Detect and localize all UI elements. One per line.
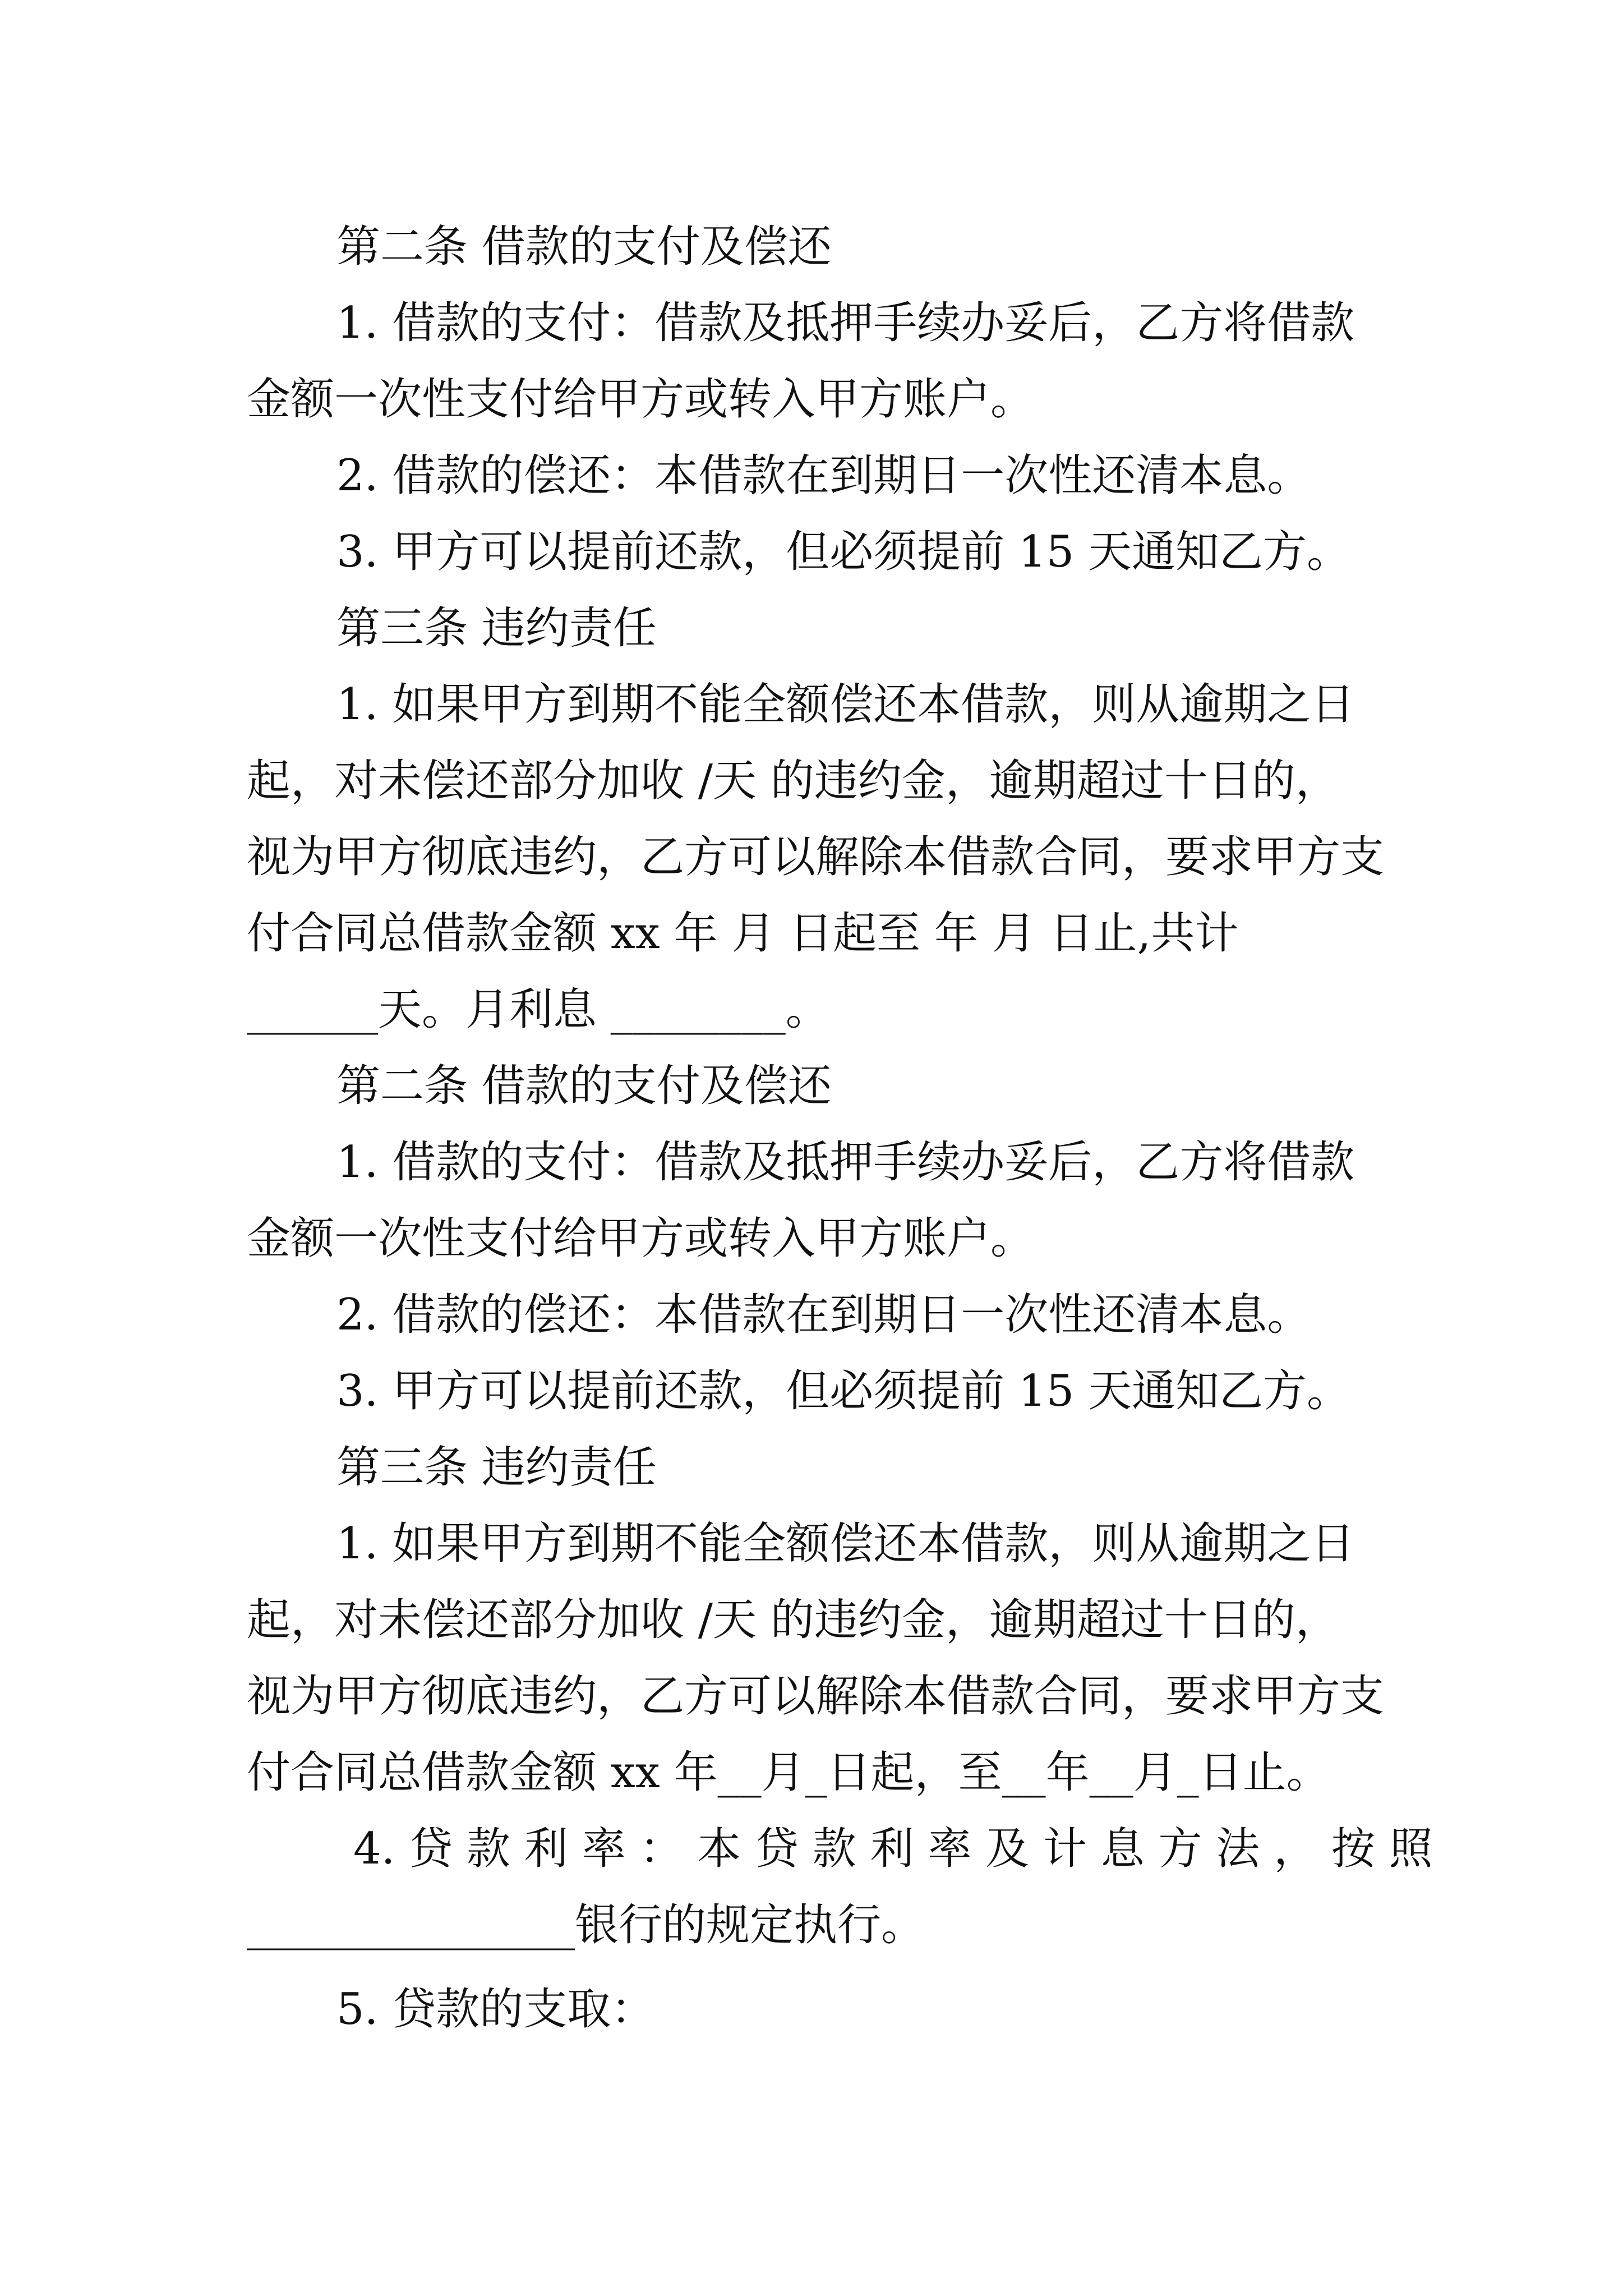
article-3-clause-1: 1. 如果甲方到期不能全额偿还本借款，则从逾期之日: [336, 679, 1355, 730]
loan-withdrawal-clause: 5. 贷款的支取：: [336, 1984, 655, 2035]
article-2-clause-1-cont: 金额一次性支付给甲方或转入甲方账户。: [247, 1213, 1035, 1264]
article-3-clause-1-cont: 付合同总借款金额 xx 年 月 日起至 年 月 日止,共计: [247, 908, 1239, 959]
article-3-clause-1-cont: 付合同总借款金额 xx 年__月_日起，至__年__月_日止。: [247, 1747, 1330, 1798]
article-3-clause-1-cont: 视为甲方彻底违约，乙方可以解除本借款合同，要求甲方支: [247, 832, 1385, 882]
article-2-clause-3: 3. 甲方可以提前还款，但必须提前 15 天通知乙方。: [336, 527, 1351, 577]
article-2-clause-1: 1. 借款的支付：借款及抵押手续办妥后，乙方将借款: [336, 298, 1355, 348]
article-3-heading: 第三条 违约责任: [336, 1442, 657, 1493]
article-2-heading: 第二条 借款的支付及偿还: [336, 222, 832, 272]
article-2-clause-2: 2. 借款的偿还：本借款在到期日一次性还清本息。: [336, 450, 1311, 501]
loan-rate-clause-cont: _______________银行的规定执行。: [247, 1900, 925, 1950]
article-2-clause-2: 2. 借款的偿还：本借款在到期日一次性还清本息。: [336, 1290, 1311, 1340]
article-2-heading: 第二条 借款的支付及偿还: [336, 1061, 832, 1111]
loan-rate-clause: 4. 贷 款 利 率 ： 本 贷 款 利 率 及 计 息 方 法 ， 按 照: [353, 1824, 1433, 1874]
article-2-clause-3: 3. 甲方可以提前还款，但必须提前 15 天通知乙方。: [336, 1366, 1351, 1416]
article-3-clause-1-cont: ______天。月利息 ________。: [247, 984, 829, 1035]
article-3-clause-1: 1. 如果甲方到期不能全额偿还本借款，则从逾期之日: [336, 1519, 1355, 1569]
article-3-clause-1-cont: 起，对未偿还部分加收 /天 的违约金，逾期超过十日的，: [247, 1595, 1339, 1645]
article-3-heading: 第三条 违约责任: [336, 603, 657, 654]
article-3-clause-1-cont: 视为甲方彻底违约，乙方可以解除本借款合同，要求甲方支: [247, 1671, 1385, 1722]
article-2-clause-1: 1. 借款的支付：借款及抵押手续办妥后，乙方将借款: [336, 1137, 1355, 1188]
article-2-clause-1-cont: 金额一次性支付给甲方或转入甲方账户。: [247, 374, 1035, 425]
article-3-clause-1-cont: 起，对未偿还部分加收 /天 的违约金，逾期超过十日的，: [247, 756, 1339, 806]
contract-body: [247, 209, 1433, 2047]
